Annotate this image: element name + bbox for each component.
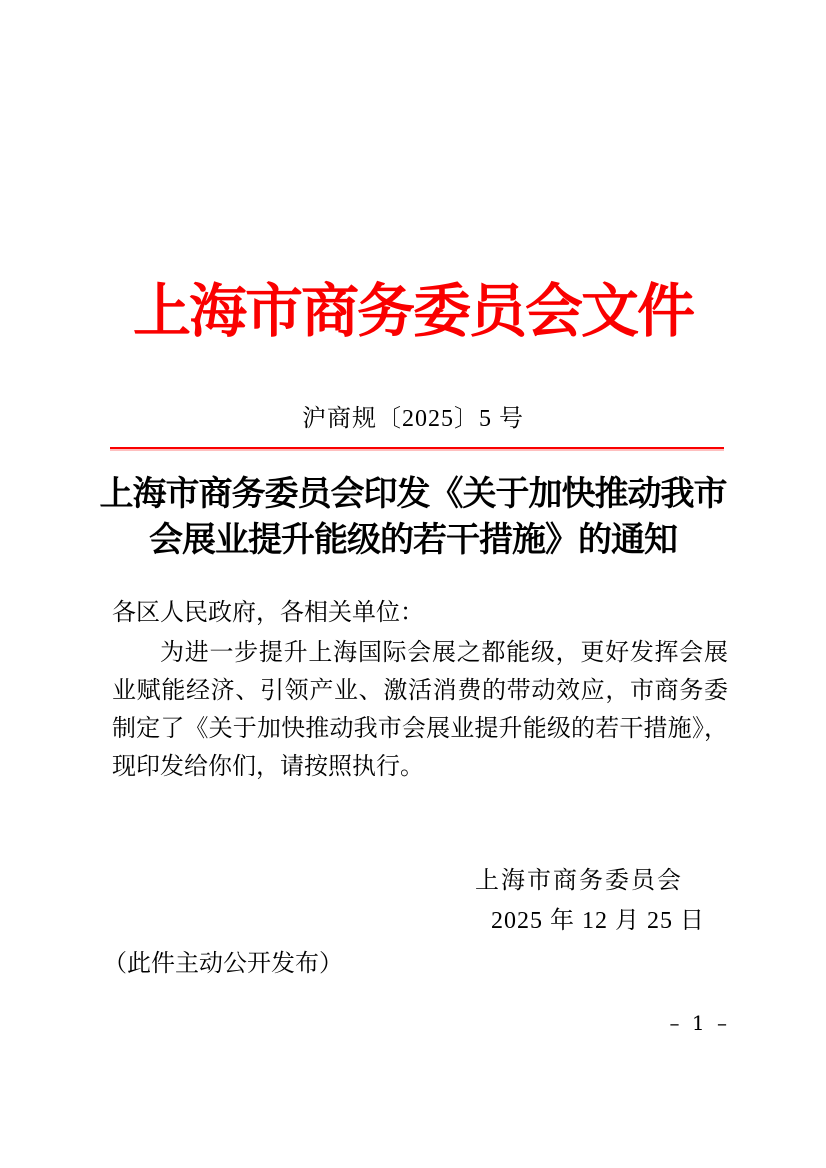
red-divider-line [110,447,724,449]
notice-title-line2: 会展业提升能级的若干措施》的通知 [149,522,677,559]
notice-title [0,472,826,564]
signature-date: 2025 年 12 月 25 日 [491,908,705,934]
document-number: 沪商规〔2025〕5 号 [302,406,524,432]
letterhead-title: 上海市商务委员会文件 [132,279,693,344]
page-number: – 1 – [669,1011,730,1035]
salutation-line: 各区人民政府，各相关单位： [112,600,424,626]
body-paragraph: 为进一步提升上海国际会展之都能级，更好发挥会展业赋能经济、引领产业、激活消费的带动效应，市商务委制定了《关于加快推动我市会展业提升能级的若干措施》，现印发给你们，请按照执行。 [112,640,728,780]
notice-title-line1: 上海市商务委员会印发《关于加快推动我市 [99,476,727,513]
public-release-note: （此件主动公开发布） [103,951,343,977]
signature-organization: 上海市商务委员会 [475,868,683,894]
